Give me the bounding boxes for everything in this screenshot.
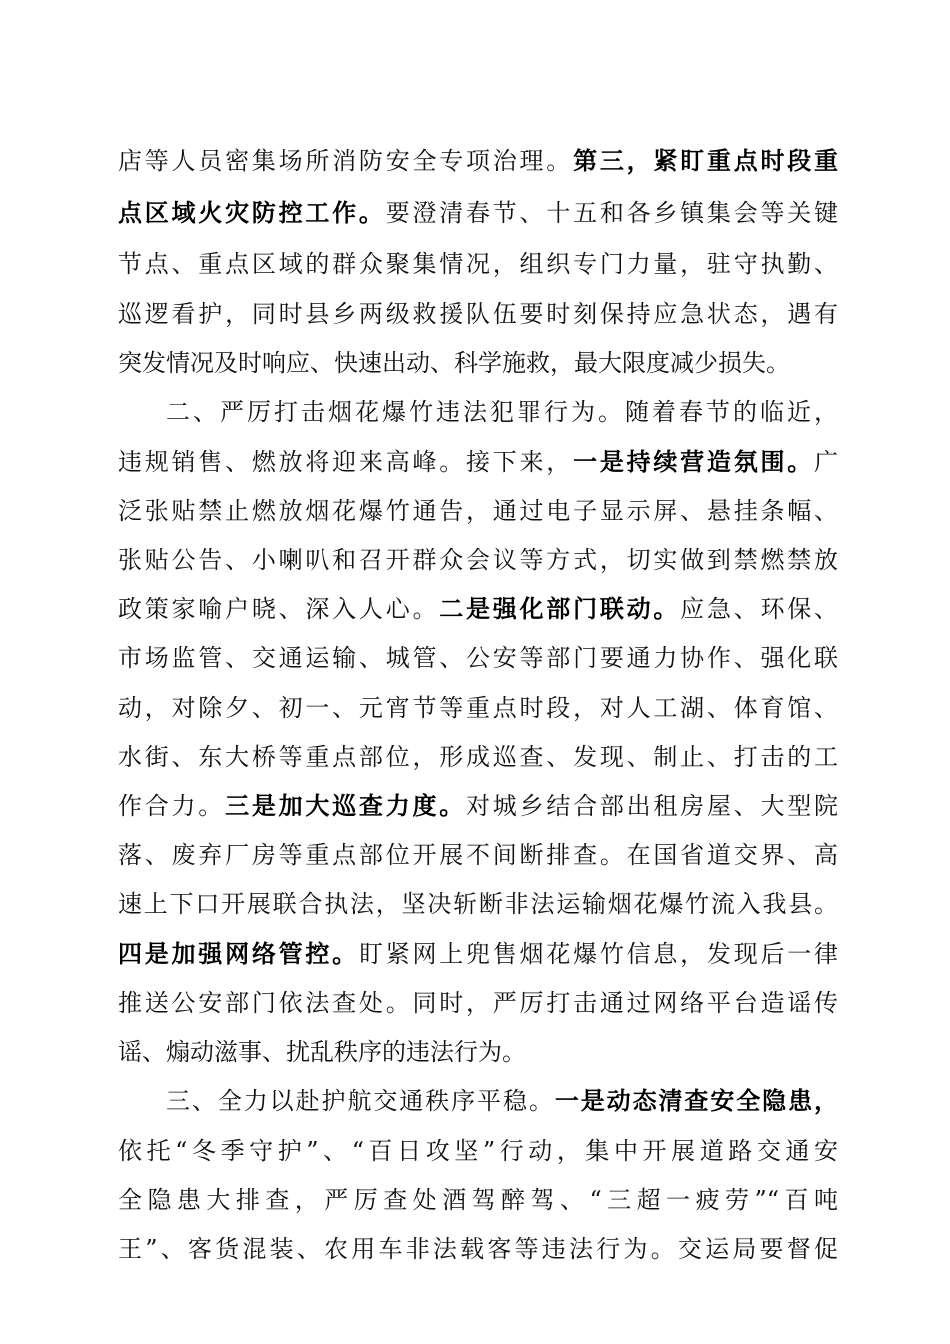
body-text: 对城乡结合部出租房屋、大型院 xyxy=(466,792,839,820)
text-line xyxy=(118,983,838,1023)
body-text: 广 xyxy=(814,448,839,476)
body-text: 谣、煽动滋事、扰乱秩序的违法行为。 xyxy=(118,1038,526,1066)
body-text: 张贴公告、小喇叭和召开群众会议等方式，切实做到禁燃禁放 xyxy=(118,546,838,574)
body-text: 随着春节的临近， xyxy=(625,398,838,426)
text-line xyxy=(118,343,838,383)
bold-emphasis-text: 二是强化部门联动。 xyxy=(439,595,681,623)
body-text: 动，对除夕、初一、元宵节等重点时段，对人工湖、体育馆、 xyxy=(118,694,838,722)
body-text: 水街、东大桥等重点部位，形成巡查、发现、制止、打击的工 xyxy=(118,743,838,771)
text-line xyxy=(118,638,838,678)
body-text: 泛张贴禁止燃放烟花爆竹通告，通过电子显示屏、悬挂条幅、 xyxy=(118,497,838,525)
text-line xyxy=(118,589,838,629)
body-text: 全隐患大排查，严厉查处酒驾醉驾、“三超一疲劳”“百吨 xyxy=(118,1186,838,1214)
body-text: 巡逻看护，同时县乡两级救援队伍要时刻保持应急状态，遇有 xyxy=(118,300,838,328)
body-text: 应急、环保、 xyxy=(680,595,839,623)
body-text: 王”、客货混装、农用车非法载客等违法行为。交运局要督促 xyxy=(118,1235,838,1263)
text-line xyxy=(118,1180,838,1220)
text-line xyxy=(118,835,838,875)
text-line xyxy=(118,294,838,334)
text-line xyxy=(118,244,838,284)
body-text: 店等人员密集场所消防安全专项治理。 xyxy=(118,147,574,175)
bold-emphasis-text: 点区域火灾防控工作。 xyxy=(118,199,386,227)
text-line xyxy=(118,491,838,531)
text-line xyxy=(118,1131,838,1171)
bold-emphasis-text: 一是动态清查安全隐患， xyxy=(554,1087,839,1115)
text-line xyxy=(118,884,838,924)
text-line xyxy=(118,1229,838,1269)
bold-emphasis-text: 第三，紧盯重点时段重 xyxy=(573,147,839,175)
bold-emphasis-text: 三是加大巡查力度。 xyxy=(225,792,467,820)
text-line xyxy=(118,786,838,826)
body-text: 盯紧网上兜售烟花爆竹信息，发现后一律 xyxy=(358,940,839,968)
section-heading-line xyxy=(166,1081,838,1121)
text-line xyxy=(118,193,838,233)
section-heading-line xyxy=(166,392,838,432)
text-line xyxy=(118,1032,838,1072)
body-text: 突发情况及时响应、快速出动、科学施救，最大限度减少损失。 xyxy=(118,349,790,377)
body-text: 违规销售、燃放将迎来高峰。接下来， xyxy=(118,448,574,476)
body-text: 三、全力以赴护航交通秩序平稳。 xyxy=(166,1087,555,1115)
text-line xyxy=(118,540,838,580)
text-line xyxy=(118,934,838,974)
bold-emphasis-text: 一是持续营造氛围。 xyxy=(573,448,815,476)
text-line xyxy=(118,141,838,181)
text-line xyxy=(118,737,838,777)
body-text: 推送公安部门依法查处。同时，严厉打击通过网络平台造谣传 xyxy=(118,989,838,1017)
body-text: 市场监管、交通运输、城管、公安等部门要通力协作、强化联 xyxy=(118,644,838,672)
body-text: 要澄清春节、十五和各乡镇集会等关键 xyxy=(385,199,839,227)
text-line xyxy=(118,442,838,482)
body-text: 节点、重点区域的群众聚集情况，组织专门力量，驻守执勤、 xyxy=(118,250,838,278)
body-text: 落、废弃厂房等重点部位开展不间断排查。在国省道交界、高 xyxy=(118,841,838,869)
text-line xyxy=(118,688,838,728)
bold-emphasis-text: 四是加强网络管控。 xyxy=(118,940,359,968)
body-text: 二、严厉打击烟花爆竹违法犯罪行为。 xyxy=(166,398,625,426)
body-text: 依托“冬季守护”、“百日攻坚”行动，集中开展道路交通安 xyxy=(118,1137,838,1165)
body-text: 速上下口开展联合执法，坚决斩断非法运输烟花爆竹流入我县。 xyxy=(118,890,838,918)
body-text: 作合力。 xyxy=(118,792,226,820)
body-text: 政策家喻户晓、深入人心。 xyxy=(118,595,440,623)
